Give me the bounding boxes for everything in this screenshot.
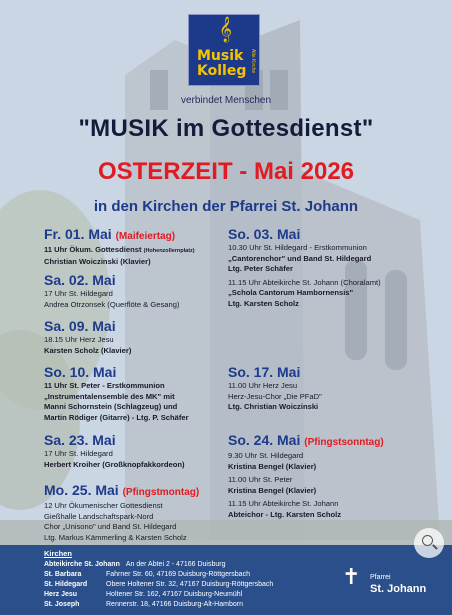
tagline: verbindet Menschen — [180, 95, 272, 106]
event-date-text: So. 10. Mai — [44, 364, 117, 380]
church-name: Abteikirche St. Johann — [44, 561, 120, 568]
event-date — [44, 226, 195, 245]
event-date — [228, 226, 381, 243]
church-row — [44, 600, 243, 609]
event-line — [228, 299, 381, 310]
event-line — [44, 522, 199, 533]
event-line — [44, 413, 189, 424]
event-line — [228, 288, 381, 299]
event-line — [44, 392, 189, 403]
event-date-text: Sa. 09. Mai — [44, 318, 116, 334]
event-line — [44, 300, 180, 311]
event-line-text: Herz-Jesu-Chor „Die PFaD" — [228, 391, 322, 401]
event-line — [44, 449, 185, 460]
event-line — [228, 381, 322, 392]
event-line-text: Ltg. Christian Woiczinski — [228, 402, 319, 411]
event-line-text: 11 Uhr Ökum. Gottesdienst — [44, 245, 142, 254]
event-date-text: So. 24. Mai — [228, 432, 301, 448]
church-address: An der Abtei 2 - 47166 Duisburg — [125, 561, 226, 568]
church-address: Fahrner Str. 60, 47169 Duisburg-Röttgersbach — [106, 571, 250, 578]
event-line — [44, 533, 199, 544]
zoom-in-button[interactable] — [414, 528, 444, 558]
event-line-text: Abteichor - Ltg. Karsten Scholz — [228, 509, 342, 519]
event-date — [44, 318, 131, 335]
event-date — [44, 364, 189, 381]
event-line — [228, 499, 384, 510]
event-line — [44, 335, 131, 346]
logo-line2: Kolleg — [197, 63, 247, 79]
event-date-text: So. 03. Mai — [228, 226, 301, 242]
event-line-text: 11.00 Uhr St. Peter — [228, 475, 293, 484]
event-holiday-label: (Maifeiertag) — [115, 231, 176, 242]
footer-heading: Kirchen — [44, 549, 72, 558]
event-line-text: Gießhalle Landschaftspark-Nord — [44, 511, 154, 521]
event-line-text: 11.15 Uhr Abteikirche St. Johann (Choralamt) — [228, 277, 381, 287]
event-line — [228, 278, 381, 289]
event-block — [44, 364, 189, 423]
event-block — [44, 318, 131, 356]
event-date — [228, 364, 322, 381]
event-line-text: Ltg. Karsten Scholz — [228, 298, 299, 308]
church-name: Herz Jesu — [44, 591, 78, 598]
poster-title: "MUSIK im Gottesdienst" — [78, 115, 374, 142]
church-address: Obere Holtener Str. 32, 47167 Duisburg-Röttgersbach — [106, 581, 274, 588]
pfarrei-logo — [342, 566, 442, 606]
church-row — [44, 570, 250, 579]
event-block — [228, 226, 381, 309]
event-line — [44, 512, 199, 523]
church-address: Holtener Str. 162, 47167 Duisburg-Neumühl — [106, 591, 243, 598]
event-line-text: „Instrumentalensemble des MK" mit — [44, 391, 175, 401]
event-line — [228, 462, 384, 473]
event-date-text: Fr. 01. Mai — [44, 226, 112, 242]
event-line — [44, 381, 189, 392]
event-date — [44, 482, 199, 501]
church-row — [44, 580, 273, 589]
event-date-text: Mo. 25. Mai — [44, 482, 119, 498]
logo-line1: Musik — [197, 48, 244, 64]
poster-subtitle-churches: in den Kirchen der Pfarrei St. Johann — [93, 198, 359, 215]
musik-kolleg-logo — [188, 14, 260, 86]
event-line — [228, 486, 384, 497]
event-line-text: 11.00 Uhr Herz Jesu — [228, 381, 298, 390]
event-line-text: 11 Uhr St. Peter - Erstkommunion — [44, 381, 165, 390]
event-line-text: Manni Schornstein (Schlagzeug) und — [44, 402, 178, 411]
event-line — [44, 289, 180, 300]
event-line — [228, 243, 381, 254]
event-holiday-label: (Pfingstmontag) — [122, 487, 200, 498]
event-line — [44, 346, 131, 357]
event-line-text: Martin Rödiger (Gitarre) - Ltg. P. Schäfer — [44, 412, 189, 422]
event-line — [228, 510, 384, 521]
event-line — [228, 264, 381, 275]
event-block — [44, 432, 185, 470]
event-line-text: Kristina Bengel (Klavier) — [228, 485, 317, 495]
event-line-text: 11.15 Uhr Abteikirche St. Johann — [228, 499, 339, 508]
pfarrei-name: St. Johann — [370, 583, 427, 595]
event-block — [228, 364, 322, 413]
event-line — [228, 392, 322, 403]
event-line-text: Ltg. Peter Schäfer — [228, 264, 293, 273]
event-line — [44, 501, 199, 512]
event-line-text: 18.15 Uhr Herz Jesu — [44, 335, 114, 344]
church-name: St. Joseph — [44, 601, 80, 608]
church-address: Rennerstr. 18, 47166 Duisburg-Alt-Hamborn — [106, 601, 243, 608]
poster-subtitle: OSTERZEIT - Mai 2026 — [97, 158, 355, 185]
logo-subtext: Alte Kirche — [250, 49, 256, 74]
event-line-text: 10.30 Uhr St. Hildegard - Erstkommunion — [228, 243, 367, 252]
event-line-text: 17 Uhr St. Hildegard — [44, 289, 113, 298]
event-line — [44, 257, 195, 268]
event-block — [44, 226, 195, 267]
event-line-text: Andrea Otrzonsek (Querflöte & Gesang) — [44, 299, 180, 309]
event-line — [228, 451, 384, 462]
cross-icon: ✝ — [342, 565, 361, 590]
church-name: St. Hildegard — [44, 581, 88, 588]
event-line-text: 17 Uhr St. Hildegard — [44, 449, 113, 458]
event-line-text: Karsten Scholz (Klavier) — [44, 345, 132, 355]
event-block — [44, 272, 180, 310]
event-date — [228, 432, 384, 451]
event-line-text: Herbert Kroiher (Großknopfakkordeon) — [44, 459, 185, 469]
event-date — [44, 272, 180, 289]
event-line-text: „Schola Cantorum Hambornensis" — [228, 288, 354, 297]
church-name: St. Barbara — [44, 571, 82, 578]
event-line-text: 12 Uhr Ökumenischer Gottesdienst — [44, 501, 163, 510]
event-line — [228, 254, 381, 265]
event-line — [44, 402, 189, 413]
event-line — [228, 475, 384, 486]
event-line-note: (Hohenzollernplatz) — [143, 248, 195, 254]
event-line-text: Christian Woiczinski (Klavier) — [44, 256, 151, 266]
event-date-text: Sa. 02. Mai — [44, 272, 116, 288]
event-date-text: So. 17. Mai — [228, 364, 301, 380]
event-line-text: Chor „Unisono" und Band St. Hildegard — [44, 522, 177, 531]
event-line — [228, 402, 322, 413]
event-line — [44, 245, 195, 257]
event-holiday-label: (Pfingstsonntag) — [304, 437, 384, 448]
event-line-text: 9.30 Uhr St. Hildegard — [228, 451, 304, 460]
church-row — [44, 590, 242, 599]
event-line-text: Kristina Bengel (Klavier) — [228, 461, 317, 471]
event-block — [228, 432, 384, 520]
treble-clef-icon: 𝄞 — [219, 17, 233, 42]
event-line — [44, 460, 185, 471]
church-row — [44, 560, 225, 569]
event-line-text: Ltg. Markus Kämmerling & Karsten Scholz — [44, 532, 187, 542]
event-line-text: „Cantorenchor" und Band St. Hildegard — [228, 253, 372, 263]
event-date-text: Sa. 23. Mai — [44, 432, 116, 448]
event-date — [44, 432, 185, 449]
event-block — [44, 482, 199, 543]
pfarrei-label: Pfarrei — [370, 574, 391, 581]
